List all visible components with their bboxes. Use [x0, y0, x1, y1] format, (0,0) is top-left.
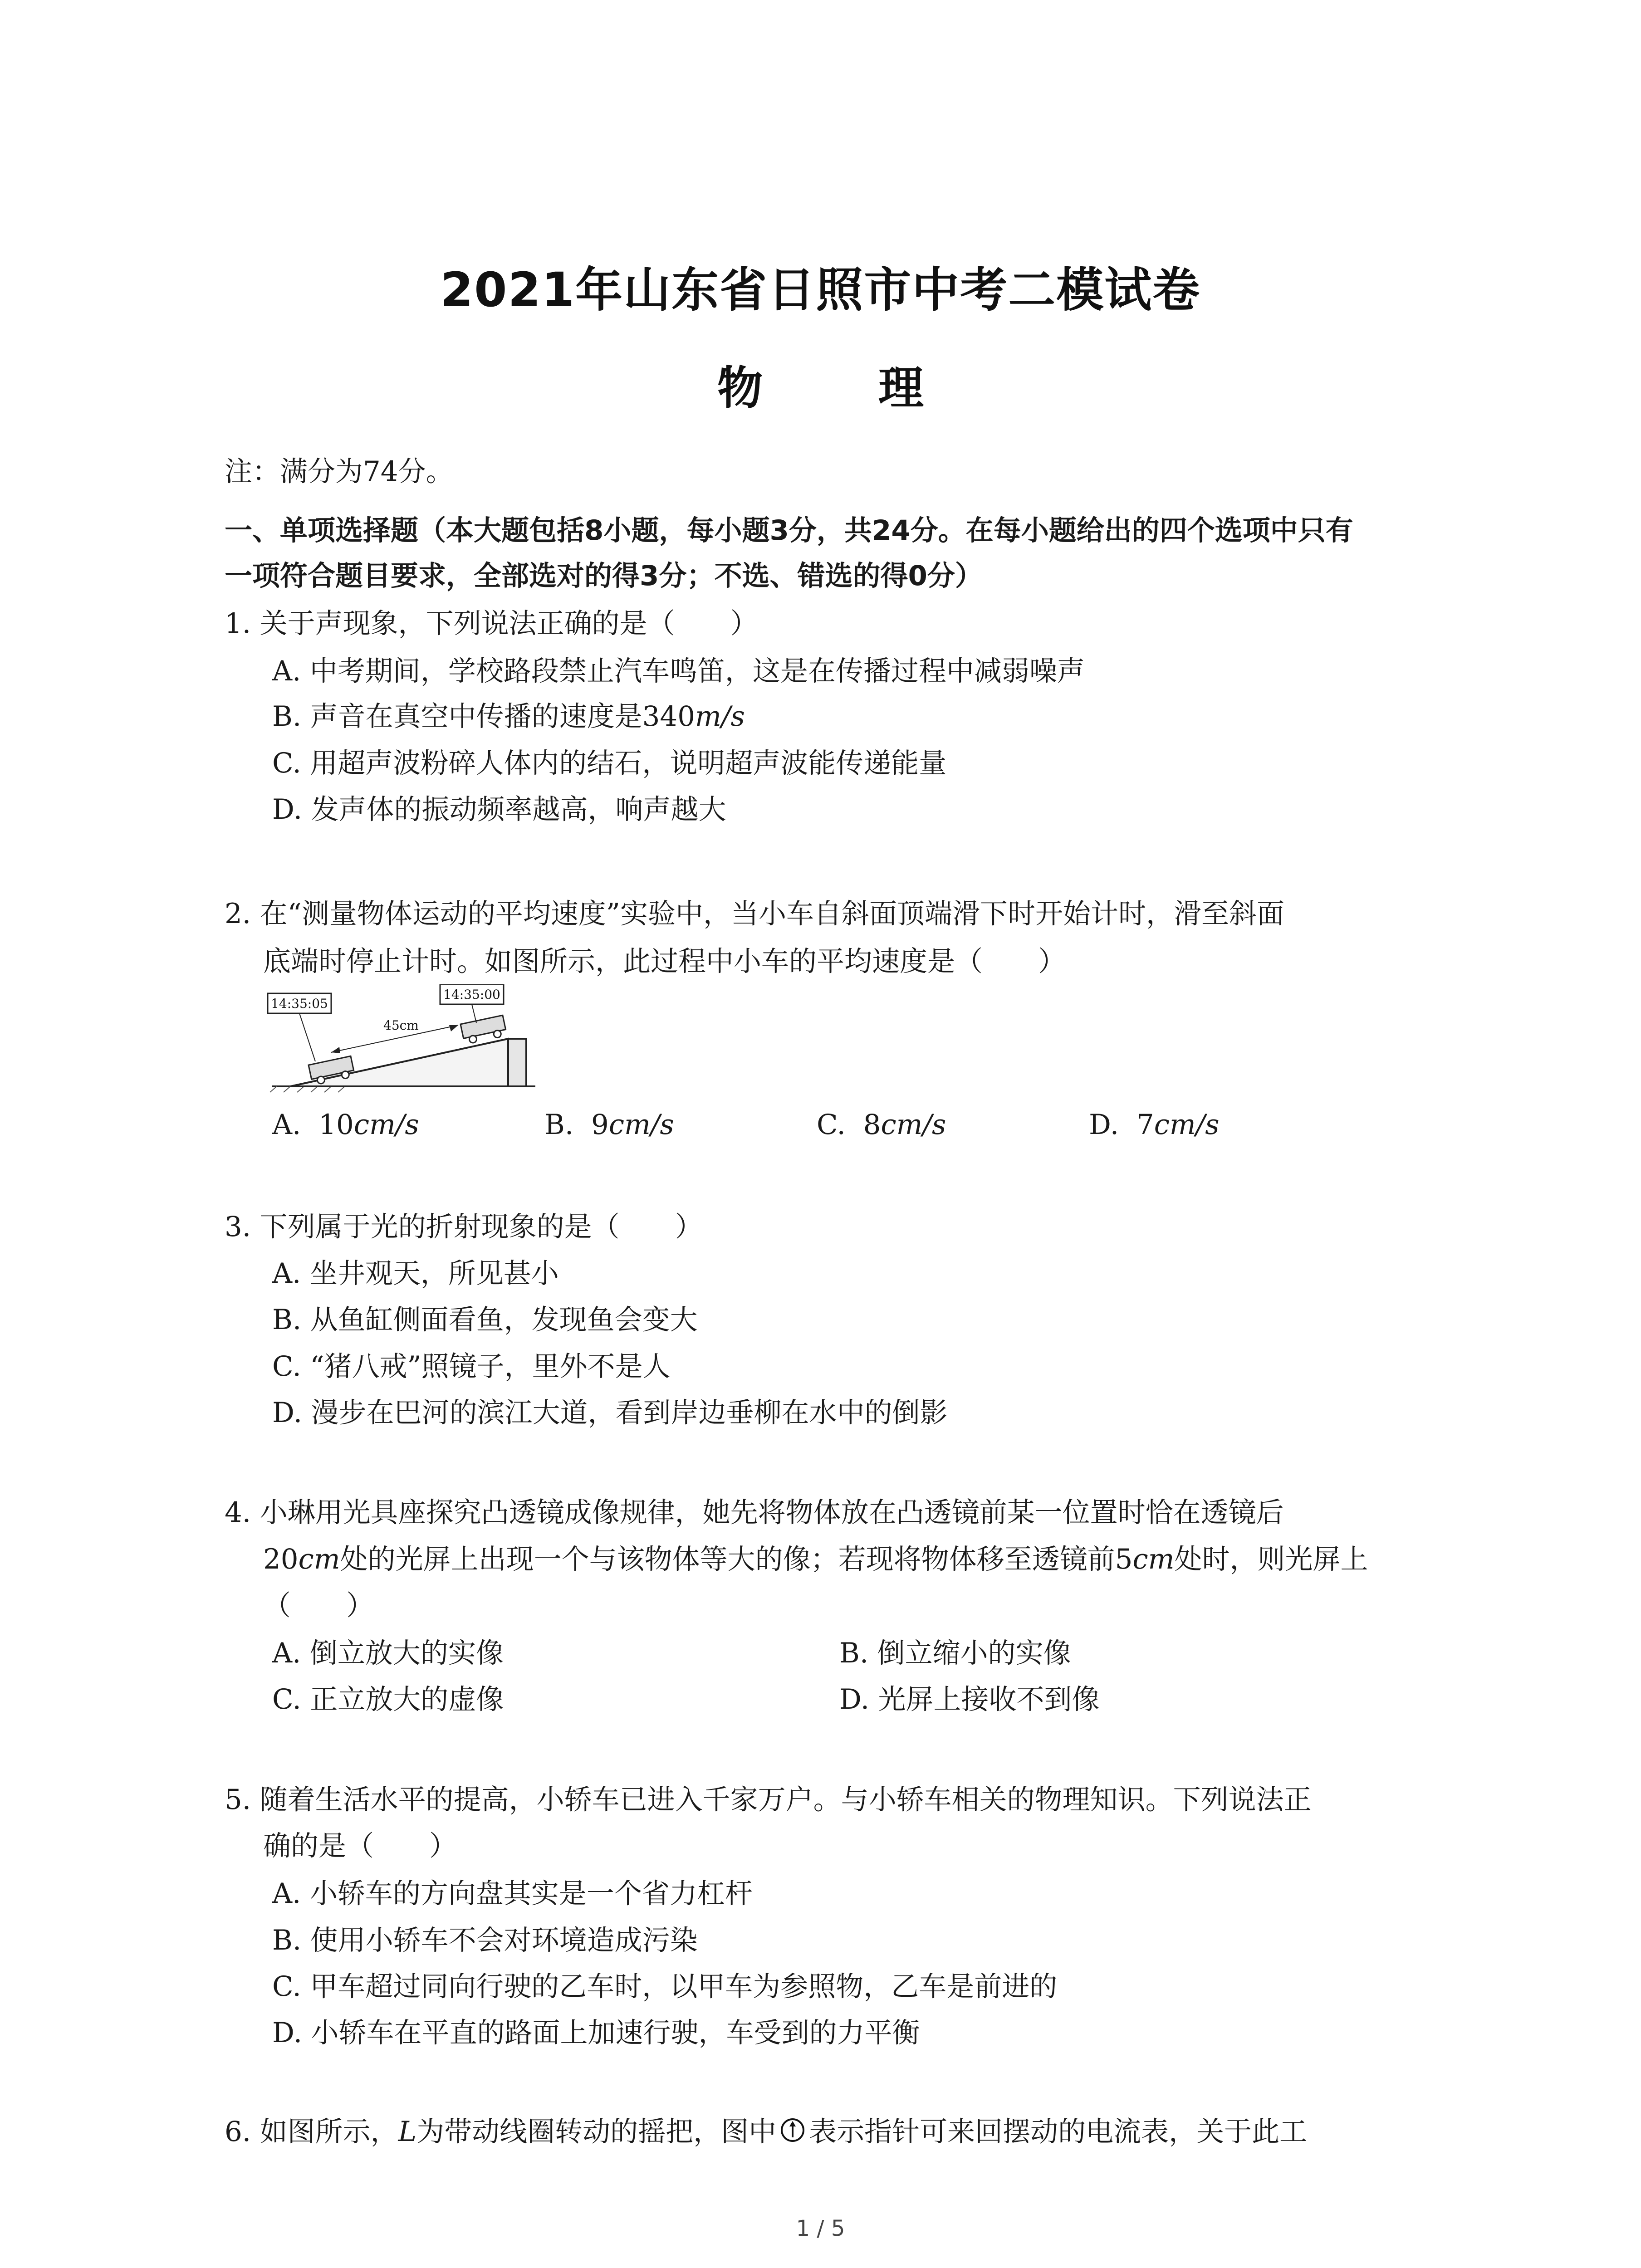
q5-stem-line1: 5. 随着生活水平的提高，小轿车已进入千家万户。与小轿车相关的物理知识。下列说法正 — [225, 1784, 1312, 1816]
q4-option-c: C. 正立放大的虚像 — [272, 1683, 504, 1716]
q5-option-d: D. 小轿车在平直的路面上加速行驶，车受到的力平衡 — [272, 2017, 920, 2049]
q1-option-c: C. 用超声波粉碎人体内的结石，说明超声波能传递能量 — [272, 747, 947, 779]
q3-option-c: C. “猪八戒”照镜子，里外不是人 — [272, 1350, 671, 1383]
q1-option-b-text: B. 声音在真空中传播的速度是340 — [272, 700, 696, 733]
q5-option-b: B. 使用小轿车不会对环境造成污染 — [272, 1924, 698, 1956]
q2-option-b: B. 9cm/s — [544, 1109, 674, 1141]
q3-option-d: D. 漫步在巴河的滨江大道，看到岸边垂柳在水中的倒影 — [272, 1397, 948, 1429]
incline-cart-figure — [263, 984, 544, 1093]
q4-option-a: A. 倒立放大的实像 — [272, 1637, 504, 1669]
q2-stem-line1: 2. 在“测量物体运动的平均速度”实验中，当小车自斜面顶端滑下时开始计时，滑至斜面 — [225, 898, 1284, 930]
q5-option-c: C. 甲车超过同向行驶的乙车时，以甲车为参照物，乙车是前进的 — [272, 1970, 1058, 2003]
time-top-label: 14:35:00 — [443, 987, 500, 1002]
time-bottom-label: 14:35:05 — [271, 996, 328, 1011]
q4-option-d: D. 光屏上接收不到像 — [839, 1683, 1100, 1716]
q1-stem: 1. 关于声现象，下列说法正确的是（ ） — [225, 607, 758, 640]
q6-stem: 6. 如图所示，L为带动线圈转动的摇把，图中 表示指针可来回摆动的电流表，关于此工 — [225, 2114, 1307, 2152]
q2-stem-line2: 底端时停止计时。如图所示，此过程中小车的平均速度是（ ） — [263, 945, 1066, 978]
q3-option-b: B. 从鱼缸侧面看鱼，发现鱼会变大 — [272, 1304, 698, 1336]
score-note: 注：满分为74分。 — [225, 455, 454, 488]
q5-option-a: A. 小轿车的方向盘其实是一个省力杠杆 — [272, 1877, 753, 1910]
section-heading-line2: 一项符合题目要求，全部选对的得3分；不选、错选的得0分） — [225, 560, 983, 592]
q4-stem-line3: （ ） — [263, 1589, 374, 1622]
q4-stem-line2: 20cm处的光屏上出现一个与该物体等大的像；若现将物体移至透镜前5cm处时，则光屏上 — [263, 1543, 1368, 1575]
distance-label: 45cm — [383, 1018, 419, 1033]
q2-option-c: C. 8cm/s — [817, 1109, 946, 1141]
page-number: 1 / 5 — [796, 2216, 845, 2241]
q2-option-d: D. 7cm/s — [1089, 1109, 1220, 1141]
q4-option-b: B. 倒立缩小的实像 — [839, 1637, 1071, 1669]
q5-stem-line2: 确的是（ ） — [263, 1830, 457, 1862]
q1-option-a: A. 中考期间，学校路段禁止汽车鸣笛，这是在传播过程中减弱噪声 — [272, 655, 1085, 687]
exam-title: 2021年山东省日照市中考二模试卷 — [440, 262, 1201, 318]
q3-option-a: A. 坐井观天，所见甚小 — [272, 1257, 559, 1290]
section-heading-line1: 一、单项选择题（本大题包括8小题，每小题3分，共24分。在每小题给出的四个选项中只有 — [225, 514, 1353, 547]
q4-stem-line1: 4. 小琳用光具座探究凸透镜成像规律，她先将物体放在凸透镜前某一位置时恰在透镜后 — [225, 1496, 1284, 1529]
q2-option-a: A. 10cm/s — [272, 1109, 419, 1141]
ammeter-icon — [780, 2116, 805, 2152]
q1-option-b — [272, 699, 745, 735]
q3-stem: 3. 下列属于光的折射现象的是（ ） — [225, 1211, 703, 1243]
subject-title: 物 理 — [717, 362, 974, 415]
q1-option-d: D. 发声体的振动频率越高，响声越大 — [272, 793, 726, 826]
q1-option-b-unit: m/s — [695, 700, 745, 733]
